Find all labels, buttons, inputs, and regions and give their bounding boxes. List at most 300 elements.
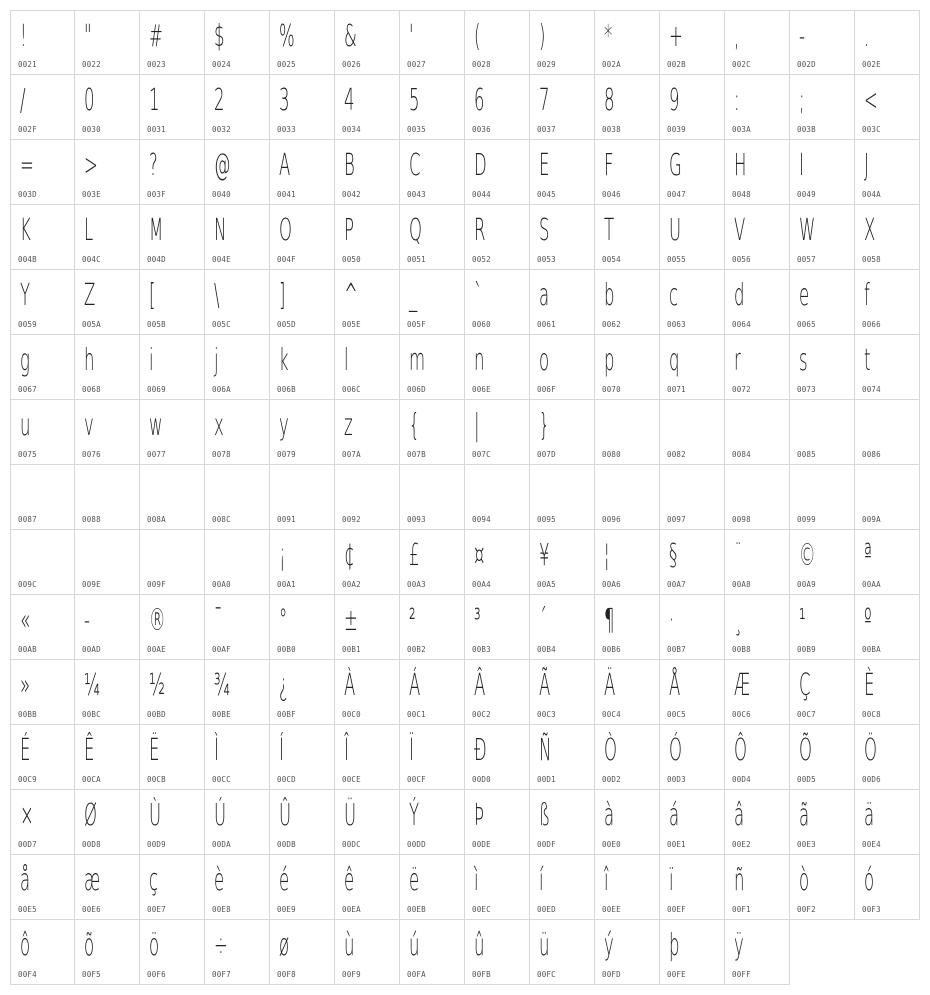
glyph-char: ² [409,603,416,638]
glyph-cell [10,10,75,75]
glyph-cell [530,790,595,855]
glyph-code: 0076 [82,450,101,459]
glyph-char: i [149,343,154,378]
glyph-cell [400,335,465,400]
glyph-char: % [279,19,295,54]
glyph-char: ¥ [539,538,550,573]
glyph-code: 00C2 [472,710,491,719]
glyph-cell [660,595,725,660]
glyph-char: ¯ [214,603,223,638]
glyph-cell [335,725,400,790]
glyph-cell [725,595,790,660]
glyph-code: 0022 [82,60,101,69]
glyph-char: S [539,213,550,248]
glyph-char: } [539,408,550,443]
glyph-code: 002E [862,60,881,69]
glyph-cell [790,660,855,725]
glyph-code: 00A4 [472,580,491,589]
glyph-cell [530,465,595,530]
glyph-char: ö [149,928,160,963]
glyph-char: ] [279,278,286,313]
glyph-code: 00D8 [82,840,101,849]
glyph-char: D [474,148,487,183]
glyph-char: ! [20,19,27,54]
glyph-code: 00EF [667,905,686,914]
glyph-code: 0097 [667,515,686,524]
glyph-code: 0088 [82,515,101,524]
glyph-char: æ [84,863,101,898]
glyph-cell [75,790,140,855]
glyph-char: G [669,148,682,183]
glyph-code: 00AD [82,645,101,654]
glyph-char: - [84,603,90,638]
glyph-code: 00A0 [212,580,231,589]
glyph-code: 00B3 [472,645,491,654]
glyph-code: 003A [732,125,751,134]
glyph-char: · [669,603,675,638]
glyph-code: 00BC [82,710,101,719]
glyph-char: E [539,148,550,183]
glyph-code: 00B7 [667,645,686,654]
glyph-char: V [734,213,746,248]
glyph-code: 00B8 [732,645,751,654]
glyph-code: 005D [277,320,296,329]
glyph-char: c [669,278,679,313]
glyph-code: 0070 [602,385,621,394]
glyph-cell [660,790,725,855]
glyph-cell [465,855,530,920]
glyph-char: $ [214,19,225,54]
glyph-code: 00FC [537,970,556,979]
glyph-cell [660,75,725,140]
glyph-char: Þ [474,798,484,833]
glyph-code: 0046 [602,190,621,199]
glyph-cell [335,205,400,270]
glyph-char: ò [799,863,810,898]
glyph-char: . [864,19,870,54]
glyph-char: ã [799,798,810,833]
glyph-cell [465,465,530,530]
glyph-cell [530,595,595,660]
glyph-cell [660,530,725,595]
glyph-char: Í [279,733,284,768]
glyph-code: 0054 [602,255,621,264]
glyph-cell [660,140,725,205]
glyph-char: 4 [344,83,355,118]
glyph-code: 00D1 [537,775,556,784]
glyph-char: ü [539,928,550,963]
glyph-char: è [214,863,225,898]
glyph-char: © [799,538,816,573]
glyph-char: ¶ [604,603,615,638]
glyph-code: 0075 [18,450,37,459]
glyph-cell [855,270,920,335]
glyph-cell [855,855,920,920]
glyph-char: ¤ [474,538,485,573]
glyph-char: õ [84,928,95,963]
glyph-code: 002A [602,60,621,69]
glyph-code: 007C [472,450,491,459]
glyph-cell [400,270,465,335]
glyph-code: 00B0 [277,645,296,654]
glyph-cell [530,75,595,140]
glyph-code: 0087 [18,515,37,524]
glyph-cell [205,335,270,400]
glyph-char: Å [669,668,681,703]
glyph-cell [400,725,465,790]
glyph-char: N [214,213,227,248]
glyph-code: 00AF [212,645,231,654]
glyph-cell [400,400,465,465]
glyph-code: 009C [18,580,37,589]
glyph-char: ³ [474,603,481,638]
glyph-char: ú [409,928,420,963]
glyph-cell [790,75,855,140]
glyph-char: 9 [669,83,680,118]
glyph-code: 0064 [732,320,751,329]
glyph-char: Õ [799,733,812,768]
glyph-code: 00EB [407,905,426,914]
glyph-cell [400,660,465,725]
glyph-code: 00C9 [18,775,37,784]
glyph-char: ( [474,19,481,54]
glyph-cell [335,10,400,75]
glyph-code: 0060 [472,320,491,329]
glyph-char: B [344,148,355,183]
glyph-code: 003C [862,125,881,134]
glyph-cell [140,790,205,855]
glyph-char: * [604,19,613,54]
glyph-char: û [474,928,485,963]
glyph-cell [595,270,660,335]
glyph-cell [10,270,75,335]
glyph-cell [140,595,205,660]
glyph-char: ¹ [799,603,806,638]
glyph-char: ÿ [734,928,744,963]
glyph-cell [10,335,75,400]
glyph-cell [595,205,660,270]
glyph-code: 00E1 [667,840,686,849]
glyph-cell [725,725,790,790]
glyph-code: 009F [147,580,166,589]
glyph-cell [75,400,140,465]
glyph-char: I [799,148,804,183]
glyph-char: a [539,278,550,313]
glyph-code: 00D0 [472,775,491,784]
glyph-code: 0033 [277,125,296,134]
glyph-char: Ü [344,798,357,833]
glyph-code: 00E8 [212,905,231,914]
glyph-cell [725,205,790,270]
glyph-char: ¦ [604,538,610,573]
glyph-char: \ [214,278,220,313]
glyph-code: 00F8 [277,970,296,979]
glyph-cell [855,725,920,790]
glyph-code: 00A3 [407,580,426,589]
glyph-code: 00CB [147,775,166,784]
glyph-cell [270,725,335,790]
glyph-code: 0073 [797,385,816,394]
glyph-cell [530,205,595,270]
glyph-cell [75,75,140,140]
glyph-code: 00E7 [147,905,166,914]
glyph-char: Á [409,668,421,703]
glyph-char: g [20,343,30,378]
glyph-char: ä [864,798,875,833]
glyph-char: ¢ [344,538,355,573]
glyph-cell [725,270,790,335]
glyph-char: ^ [344,278,358,313]
glyph-code: 0093 [407,515,426,524]
glyph-code: 004B [18,255,37,264]
glyph-char: ¿ [279,668,288,703]
glyph-cell [855,595,920,660]
glyph-char: À [344,668,356,703]
glyph-code: 00B6 [602,645,621,654]
glyph-code: 00D3 [667,775,686,784]
glyph-cell [10,75,75,140]
glyph-char: £ [409,538,420,573]
glyph-char: - [799,19,805,54]
glyph-cell [270,595,335,660]
glyph-char: Ú [214,798,227,833]
glyph-cell [270,400,335,465]
glyph-code: 0072 [732,385,751,394]
glyph-code: 00EC [472,905,491,914]
glyph-cell [335,270,400,335]
glyph-cell [465,725,530,790]
glyph-code: 00E6 [82,905,101,914]
glyph-cell [660,335,725,400]
glyph-code: 00B1 [342,645,361,654]
glyph-char: § [669,538,678,573]
glyph-code: 0074 [862,385,881,394]
glyph-char: F [604,148,614,183]
glyph-code: 0050 [342,255,361,264]
glyph-char: ` [474,278,483,313]
glyph-char: Ê [84,733,95,768]
glyph-code: 0042 [342,190,361,199]
glyph-code: 00E0 [602,840,621,849]
glyph-cell [140,140,205,205]
glyph-cell [205,270,270,335]
glyph-cell [465,400,530,465]
glyph-code: 00C0 [342,710,361,719]
glyph-cell [140,205,205,270]
glyph-char: ÷ [214,928,228,963]
glyph-cell [725,140,790,205]
glyph-code: 008C [212,515,231,524]
glyph-char: × [20,798,34,833]
glyph-char: Ö [864,733,877,768]
glyph-char: > [84,148,98,183]
glyph-cell [530,660,595,725]
glyph-cell [595,790,660,855]
glyph-code: 00A9 [797,580,816,589]
glyph-cell [790,595,855,660]
glyph-code: 00F5 [82,970,101,979]
glyph-cell [595,75,660,140]
glyph-code: 00FF [732,970,751,979]
glyph-code: 00D6 [862,775,881,784]
glyph-char: _ [409,278,418,313]
glyph-char: à [604,798,615,833]
glyph-code: 0028 [472,60,491,69]
glyph-cell [335,465,400,530]
glyph-code: 0045 [537,190,556,199]
glyph-char: È [864,668,875,703]
glyph-char: d [734,278,745,313]
glyph-cell [400,920,465,985]
glyph-cell [725,465,790,530]
glyph-code: 0071 [667,385,686,394]
glyph-cell [595,660,660,725]
glyph-char: ¼ [84,668,100,703]
glyph-cell [790,725,855,790]
glyph-char: 1 [149,83,160,118]
glyph-code: 00BE [212,710,231,719]
glyph-char: O [279,213,292,248]
glyph-code: 003D [18,190,37,199]
glyph-code: 0041 [277,190,296,199]
glyph-cell [400,855,465,920]
glyph-char: Ë [149,733,160,768]
glyph-code: 00BF [277,710,296,719]
glyph-char: ß [539,798,551,833]
glyph-cell [205,595,270,660]
glyph-code: 0032 [212,125,231,134]
glyph-char: ° [279,603,288,638]
glyph-char: þ [669,928,680,963]
glyph-char: ´ [539,603,547,638]
glyph-char: Ä [604,668,616,703]
glyph-cell [10,530,75,595]
glyph-char: j [214,343,219,378]
glyph-char: Ç [799,668,811,703]
glyph-cell [725,660,790,725]
glyph-code: 0085 [797,450,816,459]
glyph-char: & [344,19,357,54]
glyph-code: 004D [147,255,166,264]
glyph-code: 00DC [342,840,361,849]
glyph-char: 0 [84,83,95,118]
glyph-cell [595,920,660,985]
glyph-code: 0040 [212,190,231,199]
glyph-char: á [669,798,680,833]
glyph-cell [140,10,205,75]
glyph-char: C [409,148,421,183]
glyph-char: ç [149,863,159,898]
glyph-code: 00C7 [797,710,816,719]
glyph-code: 0021 [18,60,37,69]
glyph-cell [140,725,205,790]
glyph-code: 0068 [82,385,101,394]
glyph-cell [790,270,855,335]
glyph-cell [335,400,400,465]
glyph-code: 00E5 [18,905,37,914]
glyph-code: 00C4 [602,710,621,719]
glyph-cell [725,400,790,465]
glyph-cell [270,855,335,920]
glyph-char: ï [669,863,674,898]
glyph-code: 0084 [732,450,751,459]
glyph-char: < [864,83,878,118]
glyph-code: 0044 [472,190,491,199]
glyph-cell [75,140,140,205]
glyph-char: { [409,408,420,443]
glyph-code: 0082 [667,450,686,459]
glyph-cell [595,725,660,790]
glyph-char: ½ [149,668,165,703]
glyph-char: ý [604,928,614,963]
glyph-code: 0094 [472,515,491,524]
glyph-cell [530,140,595,205]
glyph-char: í [539,863,544,898]
glyph-cell [660,270,725,335]
glyph-code: 00D4 [732,775,751,784]
glyph-code: 0078 [212,450,231,459]
glyph-char: , [734,19,740,54]
glyph-code: 00EA [342,905,361,914]
glyph-code: 00DD [407,840,426,849]
glyph-cell [530,10,595,75]
glyph-code: 005E [342,320,361,329]
glyph-code: 00E9 [277,905,296,914]
glyph-cell [465,205,530,270]
glyph-cell [335,530,400,595]
glyph-char: » [20,668,31,703]
glyph-code: 00EE [602,905,621,914]
glyph-code: 0034 [342,125,361,134]
glyph-code: 003E [82,190,101,199]
glyph-cell [855,10,920,75]
glyph-code: 0049 [797,190,816,199]
glyph-code: 00A7 [667,580,686,589]
glyph-cell [855,790,920,855]
glyph-char: U [669,213,682,248]
glyph-cell [725,10,790,75]
glyph-char: T [604,213,615,248]
glyph-code: 0055 [667,255,686,264]
glyph-cell [660,465,725,530]
glyph-code: 00D7 [18,840,37,849]
glyph-char: Ã [539,668,551,703]
glyph-char: Ý [409,798,420,833]
glyph-cell [335,140,400,205]
glyph-code: 0095 [537,515,556,524]
glyph-char: 3 [279,83,290,118]
glyph-cell [465,920,530,985]
glyph-code: 005B [147,320,166,329]
glyph-cell [660,205,725,270]
glyph-code: 00A6 [602,580,621,589]
glyph-code: 00C5 [667,710,686,719]
glyph-code: 0048 [732,190,751,199]
glyph-code: 00CE [342,775,361,784]
glyph-code: 0024 [212,60,231,69]
glyph-char: y [279,408,289,443]
glyph-cell [855,205,920,270]
glyph-code: 0025 [277,60,296,69]
glyph-cell [790,465,855,530]
glyph-char: Ï [409,733,414,768]
glyph-char: f [864,278,870,313]
glyph-code: 00C3 [537,710,556,719]
glyph-char: 8 [604,83,615,118]
glyph-cell [595,335,660,400]
glyph-cell [140,75,205,140]
glyph-cell [400,595,465,660]
